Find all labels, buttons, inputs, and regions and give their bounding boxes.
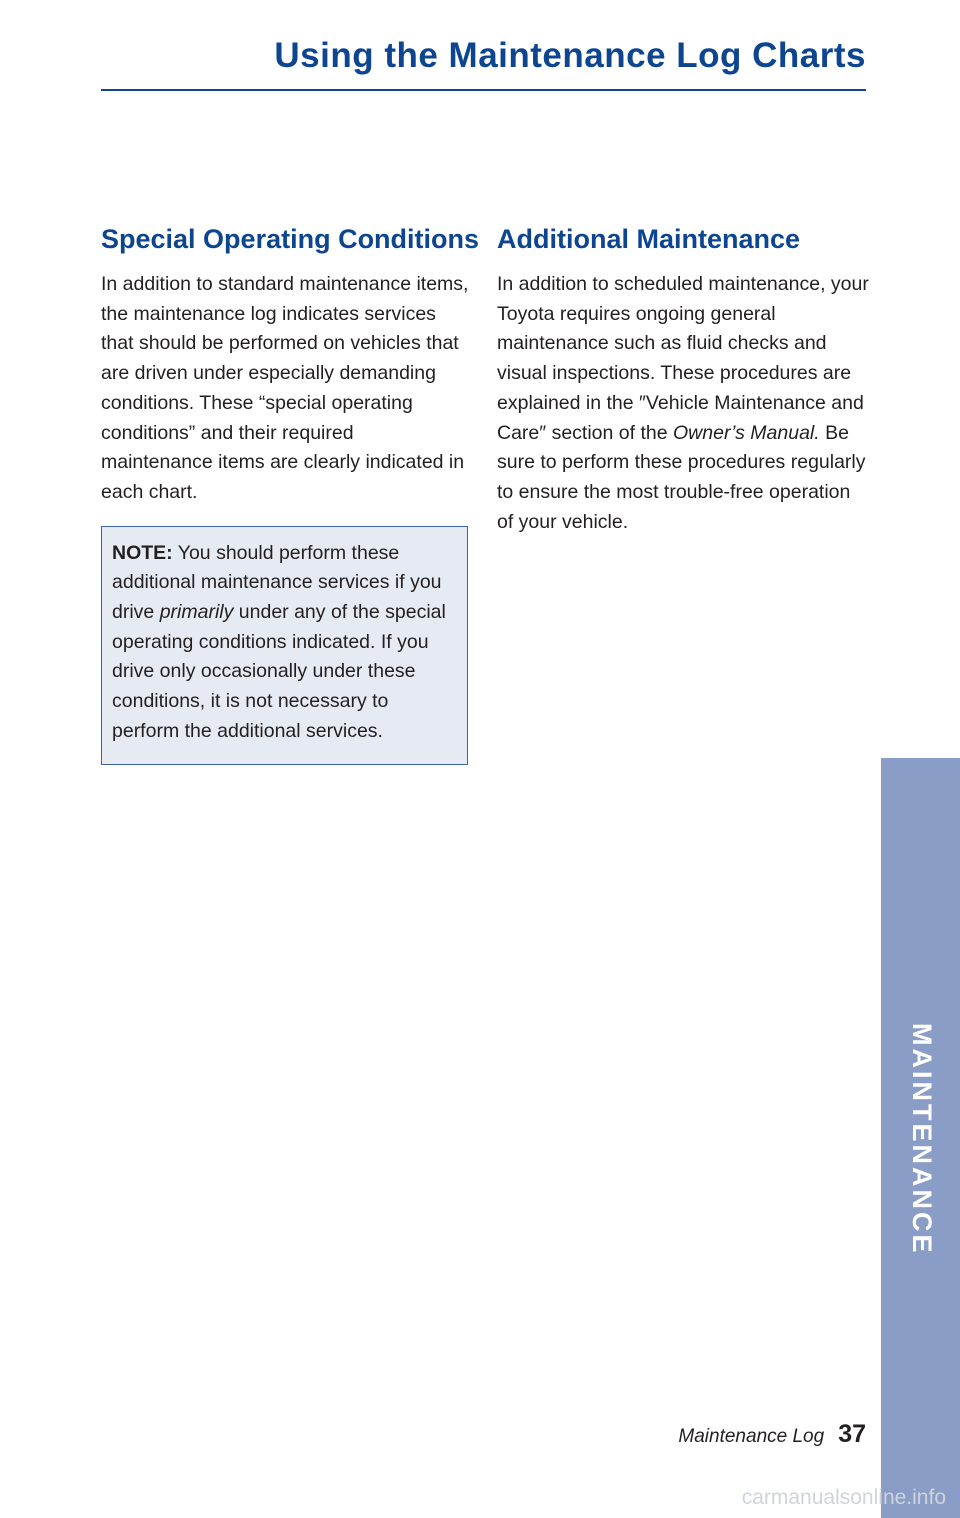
note-text-after: under any of the special operating conditions indicated. If you drive only occasionally under these conditions, it is not necessary to perform the additional services. — [112, 601, 446, 742]
section-body — [497, 270, 869, 537]
note-label: NOTE: — [112, 541, 173, 564]
body-text-after: Be sure to perform these procedures regularly to ensure the most trouble-free operation of your vehicle. — [497, 421, 866, 533]
section-heading: Special Operating Conditions — [101, 224, 480, 254]
page-footer — [678, 1420, 866, 1449]
side-tab — [881, 758, 960, 1518]
page-title: Using the Maintenance Log Charts — [274, 36, 866, 75]
note-box — [101, 526, 468, 765]
note-text-before: You should perform these additional maintenance services if you drive — [112, 541, 442, 624]
note-text — [112, 539, 457, 747]
section-heading: Additional Maintenance — [497, 224, 801, 254]
additional-maintenance-section — [497, 220, 869, 537]
body-text-before: In addition to scheduled maintenance, your Toyota requires ongoing general maintenance such as fluid checks and visual inspections. These procedures are explained in the ″Vehicle Maintenance and Care″ section of the — [497, 273, 869, 444]
side-tab-label: MAINTENANCE — [907, 1023, 937, 1256]
title-divider — [101, 89, 866, 91]
owners-manual-reference: Owner’s Manual. — [673, 421, 820, 444]
special-operating-conditions-section — [101, 220, 480, 765]
watermark: carmanualsonline.info — [741, 1486, 946, 1509]
footer-label: Maintenance Log — [678, 1426, 825, 1447]
note-emphasis: primarily — [159, 601, 234, 624]
page-number: 37 — [838, 1420, 866, 1448]
section-body: In addition to standard maintenance items, the maintenance log indicates services that should be performed on vehicles that are driven under especially demanding conditions. These “special operating conditions” and their required maintenance items are clearly indicated in each chart. — [101, 273, 469, 503]
